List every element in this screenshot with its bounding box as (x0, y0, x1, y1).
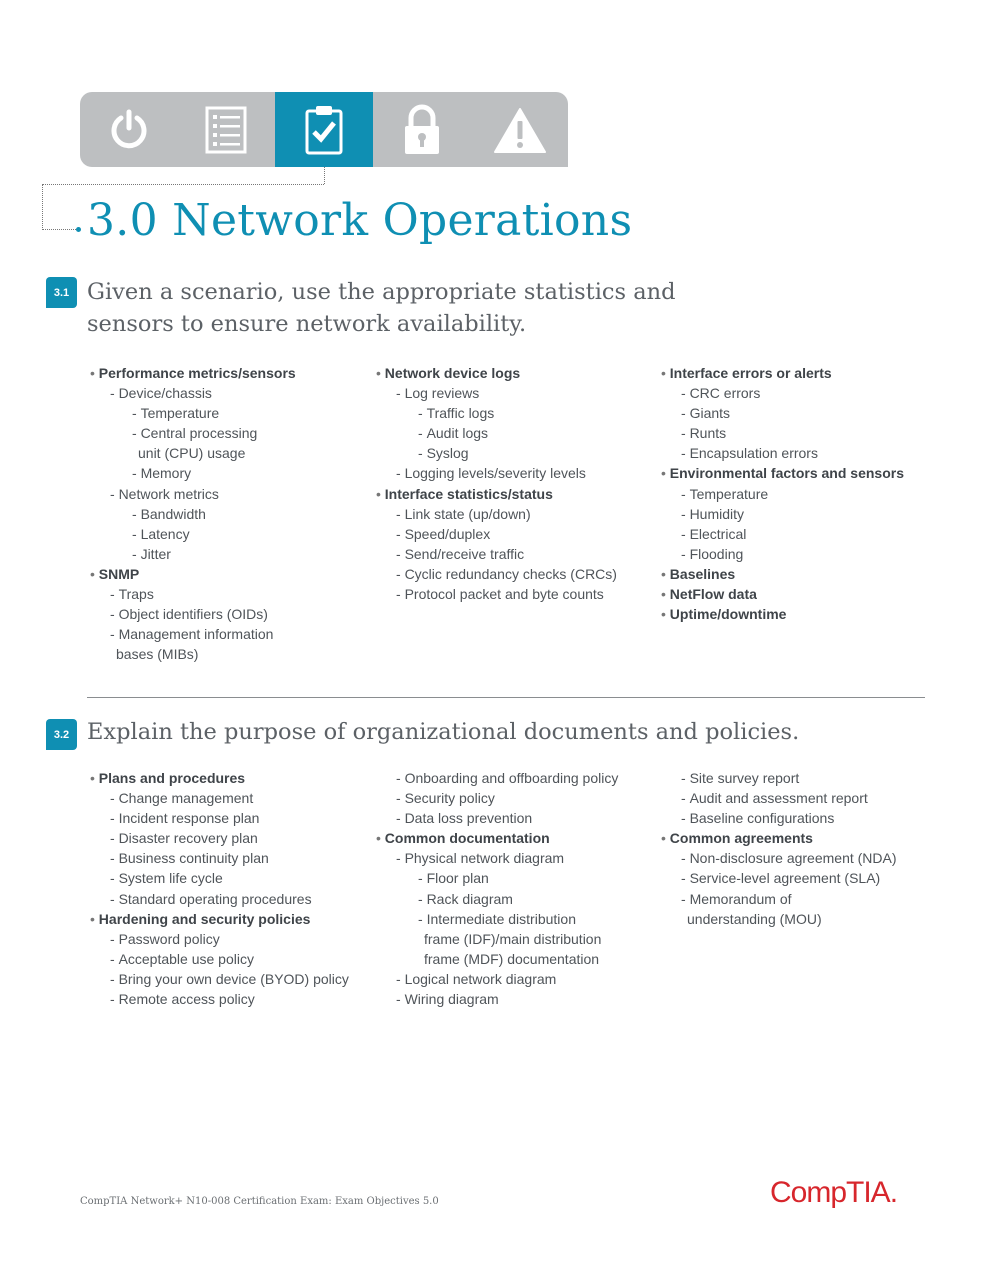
objective-column (658, 363, 904, 624)
list-item: - Device/chassis (87, 383, 296, 403)
list-item: understanding (MOU) (687, 910, 822, 927)
list-item: - Jitter (87, 544, 296, 564)
list-item: • Performance metrics/sensors (87, 363, 296, 383)
list-item: - Disaster recovery plan (87, 828, 349, 848)
list-item: • NetFlow data (658, 584, 904, 604)
domain-icon-bar (80, 92, 568, 167)
list-item: - Rack diagram (373, 889, 618, 909)
section-divider (87, 697, 925, 698)
list-item: - Bandwidth (87, 504, 296, 524)
list-item: - Physical network diagram (373, 848, 618, 868)
list-item: • Network device logs (373, 363, 617, 383)
list-item: - Acceptable use policy (87, 949, 349, 969)
list-item: • Common documentation (373, 828, 618, 848)
list-item: - Incident response plan (87, 808, 349, 828)
list-item: - Temperature (658, 484, 904, 504)
list-item: - Onboarding and offboarding policy (373, 768, 618, 788)
list-item: - Network metrics (87, 484, 296, 504)
footer-text: CompTIA Network+ N10-008 Certification Exam: Exam Objectives 5.0 (80, 1196, 439, 1207)
list-item: - Memorandum of (658, 889, 897, 909)
list-item: - Runts (658, 423, 904, 443)
list-item: - System life cycle (87, 868, 349, 888)
leader-line (42, 184, 324, 185)
list-item: - Bring your own device (BYOD) policy (87, 969, 349, 989)
objective-badge: 3.1 (46, 277, 77, 308)
list-item: - Management information (87, 624, 296, 644)
list-item: - Non-disclosure agreement (NDA) (658, 848, 897, 868)
list-item: - Audit and assessment report (658, 788, 897, 808)
list-item: • Interface statistics/status (373, 484, 617, 504)
leader-dot (76, 227, 81, 232)
list-item: • SNMP (87, 564, 296, 584)
list-item: - Link state (up/down) (373, 504, 617, 524)
list-item: - Floor plan (373, 868, 618, 888)
list-item: - Latency (87, 524, 296, 544)
list-item: - Speed/duplex (373, 524, 617, 544)
list-item: - Business continuity plan (87, 848, 349, 868)
list-item: • Hardening and security policies (87, 909, 349, 929)
list-item: unit (CPU) usage (138, 445, 246, 462)
list-item: - Password policy (87, 929, 349, 949)
objective-column (87, 363, 296, 664)
list-item: - Giants (658, 403, 904, 423)
clipboard-check-icon (275, 92, 373, 167)
lock-icon (373, 92, 471, 167)
list-item: - Send/receive traffic (373, 544, 617, 564)
list-item: - Temperature (87, 403, 296, 423)
list-item: - Encapsulation errors (658, 443, 904, 463)
list-item: frame (MDF) documentation (424, 950, 600, 967)
list-item: bases (MIBs) (116, 646, 199, 663)
list-item: frame (IDF)/main distribution (424, 930, 602, 947)
list-item: • Interface errors or alerts (658, 363, 904, 383)
list-item: - Wiring diagram (373, 989, 618, 1009)
power-icon (80, 92, 178, 167)
list-item: - Baseline configurations (658, 808, 897, 828)
page-title: 3.0 Network Operations (87, 195, 633, 246)
objective-column (658, 768, 897, 929)
list-item: - Site survey report (658, 768, 897, 788)
list-icon (177, 92, 275, 167)
warning-icon (471, 92, 568, 167)
list-item: - Traffic logs (373, 403, 617, 423)
list-item: - Syslog (373, 443, 617, 463)
list-item: - Security policy (373, 788, 618, 808)
list-item: - Electrical (658, 524, 904, 544)
list-item: • Plans and procedures (87, 768, 349, 788)
comptia-logo: CompTIA. (770, 1176, 898, 1209)
list-item: - Humidity (658, 504, 904, 524)
leader-line (324, 167, 325, 184)
list-item: - Logging levels/severity levels (373, 463, 617, 483)
objective-title: Explain the purpose of organizational documents and policies. (87, 719, 800, 745)
list-item: - Traps (87, 584, 296, 604)
list-item: • Uptime/downtime (658, 604, 904, 624)
list-item: - Remote access policy (87, 989, 349, 1009)
list-item: • Environmental factors and sensors (658, 463, 904, 483)
list-item: • Common agreements (658, 828, 897, 848)
list-item: - Audit logs (373, 423, 617, 443)
list-item: • Baselines (658, 564, 904, 584)
objective-column (373, 363, 617, 604)
list-item: - Flooding (658, 544, 904, 564)
list-item: - CRC errors (658, 383, 904, 403)
list-item: - Service-level agreement (SLA) (658, 868, 897, 888)
list-item: - Memory (87, 463, 296, 483)
objective-title: Given a scenario, use the appropriate statistics and sensors to ensure network availability. (87, 279, 676, 337)
leader-line (42, 229, 78, 230)
list-item: - Change management (87, 788, 349, 808)
list-item: - Object identifiers (OIDs) (87, 604, 296, 624)
list-item: - Standard operating procedures (87, 889, 349, 909)
list-item: - Cyclic redundancy checks (CRCs) (373, 564, 617, 584)
list-item: - Log reviews (373, 383, 617, 403)
objective-column (373, 768, 618, 1009)
list-item: - Intermediate distribution (373, 909, 618, 929)
leader-line (42, 184, 43, 230)
objective-column (87, 768, 349, 1009)
objective-badge: 3.2 (46, 719, 77, 750)
list-item: - Data loss prevention (373, 808, 618, 828)
list-item: - Protocol packet and byte counts (373, 584, 617, 604)
list-item: - Central processing (87, 423, 296, 443)
list-item: - Logical network diagram (373, 969, 618, 989)
